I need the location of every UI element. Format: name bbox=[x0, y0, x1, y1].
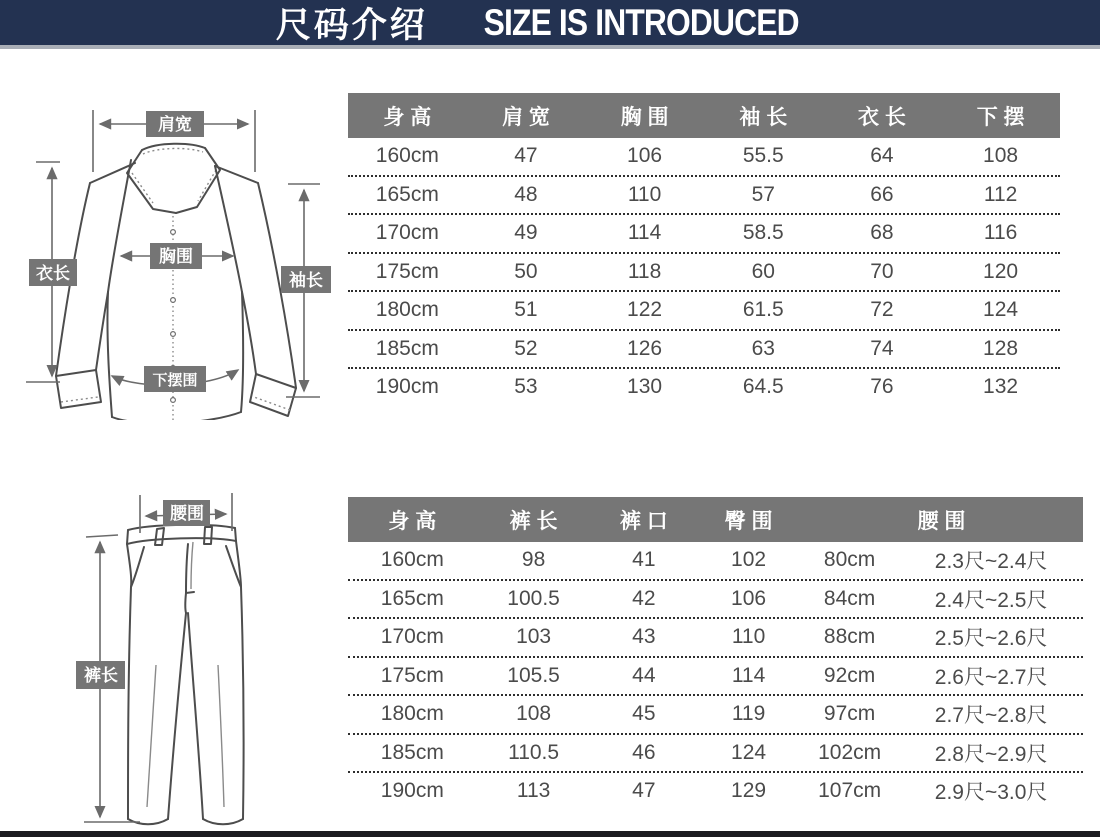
table-cell: 51 bbox=[514, 298, 538, 322]
pants-size-table bbox=[348, 497, 1083, 810]
shoulder-label bbox=[146, 111, 204, 137]
table-cell: 66 bbox=[870, 182, 894, 206]
column-header: 身 高 bbox=[383, 105, 432, 129]
table-cell: 170cm bbox=[375, 221, 439, 245]
table-cell: 175cm bbox=[380, 663, 444, 687]
hem-label bbox=[144, 366, 206, 392]
table-cell: 108 bbox=[516, 702, 552, 726]
table-cell: 2.5尺~2.6尺 bbox=[934, 627, 1048, 651]
table-cell: 68 bbox=[870, 221, 894, 245]
table-cell: 110 bbox=[627, 182, 662, 206]
table-cell: 2.8尺~2.9尺 bbox=[934, 742, 1048, 766]
table-cell: 175cm bbox=[375, 259, 439, 283]
table-cell: 110 bbox=[731, 625, 766, 649]
table-cell: 170cm bbox=[380, 625, 444, 649]
table-cell: 116 bbox=[983, 221, 1018, 245]
table-cell: 76 bbox=[870, 375, 894, 399]
table-cell: 180cm bbox=[380, 702, 444, 726]
sleeve-label bbox=[281, 266, 331, 293]
table-cell: 57 bbox=[751, 182, 775, 206]
table-cell: 106 bbox=[731, 586, 767, 610]
table-cell: 185cm bbox=[375, 336, 439, 360]
shirt-table-body bbox=[348, 138, 1060, 406]
table-cell: 180cm bbox=[375, 298, 439, 322]
svg-text:肩宽: 肩宽 bbox=[158, 115, 192, 134]
table-cell: 100.5 bbox=[507, 586, 560, 610]
table-row bbox=[348, 177, 1060, 216]
svg-text:衣长: 衣长 bbox=[36, 264, 70, 283]
length-label bbox=[29, 259, 77, 286]
table-cell: 80cm bbox=[823, 548, 876, 572]
column-header: 袖 长 bbox=[739, 105, 788, 129]
table-cell: 2.6尺~2.7尺 bbox=[934, 665, 1048, 689]
table-cell: 124 bbox=[983, 298, 1019, 322]
svg-text:裤长: 裤长 bbox=[84, 666, 118, 685]
table-cell: 47 bbox=[514, 144, 538, 168]
table-cell: 108 bbox=[983, 144, 1019, 168]
table-cell: 43 bbox=[632, 625, 656, 649]
table-cell: 46 bbox=[632, 740, 656, 764]
banner bbox=[0, 0, 1100, 49]
table-cell: 41 bbox=[632, 548, 656, 572]
column-header: 裤 口 bbox=[619, 509, 668, 533]
table-cell: 49 bbox=[514, 221, 538, 245]
table-cell: 44 bbox=[632, 663, 656, 687]
table-cell: 160cm bbox=[380, 548, 444, 572]
table-cell: 97cm bbox=[823, 702, 876, 726]
table-cell: 45 bbox=[632, 702, 656, 726]
table-cell: 98 bbox=[521, 548, 546, 572]
column-header: 裤 长 bbox=[509, 509, 558, 533]
table-cell: 48 bbox=[514, 182, 538, 206]
table-cell: 165cm bbox=[375, 182, 439, 206]
banner-title-zh: 尺码介绍 bbox=[275, 5, 428, 45]
svg-text:腰围: 腰围 bbox=[170, 504, 204, 523]
table-cell: 64.5 bbox=[742, 375, 784, 399]
table-cell: 190cm bbox=[380, 779, 444, 803]
pants-diagram bbox=[40, 475, 340, 835]
table-row bbox=[348, 735, 1083, 774]
table-row bbox=[348, 773, 1083, 810]
table-row bbox=[348, 696, 1083, 735]
table-cell: 130 bbox=[627, 375, 663, 399]
table-cell: 102cm bbox=[818, 740, 882, 764]
chest-label bbox=[150, 243, 202, 269]
column-header: 腰 围 bbox=[917, 509, 966, 533]
table-cell: 70 bbox=[870, 259, 894, 283]
table-cell: 2.3尺~2.4尺 bbox=[934, 550, 1048, 574]
table-row bbox=[348, 254, 1060, 293]
table-cell: 110.5 bbox=[508, 740, 560, 764]
table-cell: 107cm bbox=[818, 779, 882, 803]
svg-text:下摆围: 下摆围 bbox=[152, 372, 198, 389]
column-header: 肩 宽 bbox=[502, 105, 550, 129]
table-cell: 52 bbox=[514, 336, 538, 360]
column-header: 臀 围 bbox=[724, 509, 773, 533]
table-cell: 114 bbox=[731, 663, 766, 687]
table-row bbox=[348, 619, 1083, 658]
shirt-size-table bbox=[348, 93, 1060, 406]
table-row bbox=[348, 658, 1083, 697]
table-cell: 112 bbox=[983, 182, 1018, 206]
table-row bbox=[348, 331, 1060, 370]
table-cell: 120 bbox=[983, 259, 1019, 283]
svg-text:袖长: 袖长 bbox=[289, 271, 323, 290]
table-cell: 88cm bbox=[823, 625, 876, 649]
table-cell: 61.5 bbox=[742, 298, 784, 322]
table-cell: 102 bbox=[731, 548, 767, 572]
table-cell: 2.4尺~2.5尺 bbox=[934, 588, 1048, 612]
table-row bbox=[348, 369, 1060, 406]
column-header: 胸 围 bbox=[620, 105, 669, 129]
table-cell: 55.5 bbox=[742, 144, 784, 168]
shirt-table-header bbox=[348, 93, 1060, 138]
pants-drawing bbox=[127, 525, 244, 824]
table-row bbox=[348, 138, 1060, 177]
waist-label bbox=[163, 500, 210, 526]
table-row bbox=[348, 215, 1060, 254]
table-cell: 53 bbox=[514, 375, 538, 399]
table-cell: 119 bbox=[731, 702, 766, 726]
table-cell: 42 bbox=[632, 586, 656, 610]
table-cell: 84cm bbox=[823, 586, 876, 610]
shirt-diagram bbox=[0, 60, 350, 420]
table-cell: 114 bbox=[627, 221, 662, 245]
pants-table-body bbox=[348, 542, 1083, 810]
table-cell: 105.5 bbox=[507, 663, 560, 687]
table-cell: 103 bbox=[516, 625, 552, 649]
table-cell: 60 bbox=[751, 259, 775, 283]
table-cell: 160cm bbox=[375, 144, 439, 168]
table-cell: 124 bbox=[731, 740, 767, 764]
table-cell: 72 bbox=[870, 298, 894, 322]
table-cell: 63 bbox=[751, 336, 775, 360]
table-row bbox=[348, 542, 1083, 581]
bottom-divider bbox=[0, 831, 1100, 837]
table-cell: 50 bbox=[514, 259, 538, 283]
pants-table-header bbox=[348, 497, 1083, 542]
table-cell: 64 bbox=[870, 144, 894, 168]
banner-title-en: SIZE IS INTRODUCED bbox=[483, 1, 799, 43]
table-cell: 122 bbox=[627, 298, 663, 322]
svg-text:胸围: 胸围 bbox=[159, 247, 193, 266]
table-cell: 132 bbox=[983, 375, 1019, 399]
column-header: 下 摆 bbox=[976, 105, 1025, 129]
table-cell: 190cm bbox=[375, 375, 439, 399]
table-cell: 129 bbox=[731, 779, 767, 803]
table-cell: 113 bbox=[516, 779, 551, 803]
table-cell: 2.7尺~2.8尺 bbox=[934, 704, 1048, 728]
table-row bbox=[348, 292, 1060, 331]
table-cell: 92cm bbox=[823, 663, 876, 687]
table-cell: 126 bbox=[627, 336, 663, 360]
table-cell: 2.9尺~3.0尺 bbox=[934, 781, 1048, 805]
table-row bbox=[348, 581, 1083, 620]
column-header: 衣 长 bbox=[858, 105, 906, 129]
table-cell: 128 bbox=[983, 336, 1019, 360]
table-cell: 47 bbox=[632, 779, 656, 803]
column-header: 身 高 bbox=[388, 509, 437, 533]
pants-length-label bbox=[76, 661, 125, 689]
table-cell: 165cm bbox=[380, 586, 444, 610]
table-cell: 106 bbox=[627, 144, 663, 168]
table-cell: 74 bbox=[870, 336, 894, 360]
table-cell: 185cm bbox=[380, 740, 444, 764]
table-cell: 58.5 bbox=[742, 221, 784, 245]
table-cell: 118 bbox=[627, 259, 662, 283]
